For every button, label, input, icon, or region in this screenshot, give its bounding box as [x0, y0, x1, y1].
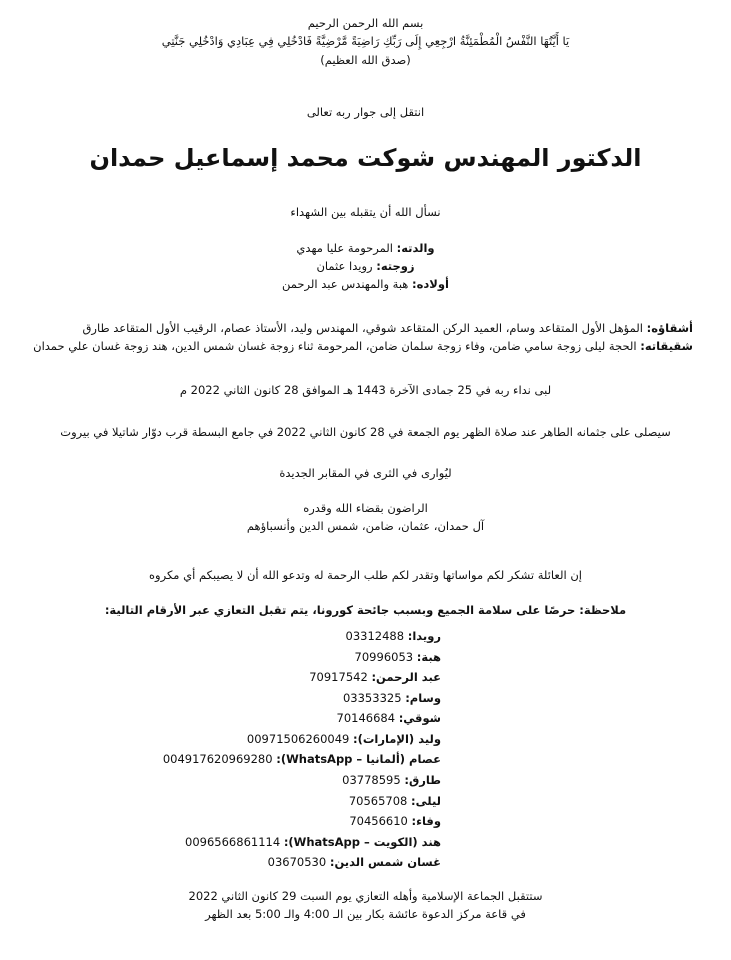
brothers-label: أشقاؤه: — [646, 321, 693, 335]
funeral-notice: سيصلى على جثمانه الطاهر عند صلاة الظهر يوم الجمعة في 28 كانون الثاني 2022 في جامع البسطة قرب دوّار شاتيلا في بيروت — [60, 425, 671, 439]
deceased-name: الدكتور المهندس شوكت محمد إسماعيل حمدان — [89, 144, 642, 172]
basmala: بسم الله الرحمن الرحيم — [307, 16, 424, 30]
relatives-section — [30, 320, 693, 356]
verse-closing: (صدق الله العظيم) — [320, 52, 411, 67]
contact-item — [0, 667, 441, 688]
contacts-list — [0, 626, 441, 873]
contact-number: 03353325 — [342, 690, 402, 705]
sisters-names: الحجة ليلى زوجة سامي ضامن، وفاء زوجة سلمان ضامن، المرحومة ثناء زوجة غسان شمس الدين، هند زوجة غسان علي حمدان — [33, 338, 637, 353]
contact-number: 03778595 — [342, 773, 401, 788]
brothers-names: المؤهل الأول المتقاعد وسام، العميد الركن المتقاعد شوقي، المهندس وليد، الأستاذ عصام، الرقيب الأول المتقاعد طارق — [82, 321, 643, 335]
children-names: هبة والمهندس عبد الرحمن — [282, 276, 409, 291]
contact-number: 0096566861114 — [185, 834, 281, 849]
contact-label: هند (الكويت – WhatsApp): — [283, 834, 441, 849]
family-section — [0, 240, 731, 293]
contact-item — [0, 811, 441, 832]
opening-section — [0, 14, 731, 69]
contact-label: وسام: — [405, 690, 441, 705]
condolence-section — [0, 888, 731, 924]
condolence-line-1: ستتقبل الجماعة الإسلامية وأهله التعازي يوم السبت 29 كانون الثاني 2022 — [188, 889, 543, 903]
contact-item — [0, 688, 441, 709]
mother-label: والدته: — [396, 241, 435, 255]
contact-label: ليلى: — [411, 793, 441, 808]
contact-number: 70456610 — [349, 814, 408, 829]
contact-label: عبد الرحمن: — [371, 670, 441, 685]
wife-label: زوجته: — [376, 258, 415, 273]
children-label: أولاده: — [412, 276, 449, 291]
contact-number: 70146684 — [336, 711, 396, 726]
burial-notice: ليُوارى في الثرى في المقابر الجديدة — [279, 466, 452, 480]
mourners-line-1: الراضون بقضاء الله وقدره — [303, 501, 428, 515]
contact-label: غسان شمس الدين: — [329, 855, 441, 870]
children-line — [0, 276, 731, 294]
contact-label: شوقي: — [398, 711, 441, 726]
condolence-line-2: في قاعة مركز الدعوة عائشة بكار بين الـ 4:00 والـ 5:00 بعد الظهر — [205, 906, 526, 921]
mourners-section — [0, 500, 731, 536]
contact-label: هبة: — [416, 649, 441, 664]
contact-label: طارق: — [404, 773, 441, 788]
contact-label: وفاء: — [411, 814, 441, 829]
mother-line — [0, 240, 731, 258]
contact-item — [0, 832, 441, 853]
mother-name: المرحومة عليا مهدي — [296, 241, 393, 255]
contact-number: 03670530 — [267, 855, 327, 870]
contact-number: 70917542 — [309, 670, 368, 685]
contact-item — [0, 729, 441, 750]
sisters-line — [30, 338, 693, 356]
contact-number: 70996053 — [354, 649, 414, 664]
contact-item — [0, 647, 441, 668]
death-notice: لبى نداء ربه في 25 جمادى الآخرة 1443 هـ الموافق 28 كانون الثاني 2022 م — [179, 383, 552, 397]
announcement: انتقل إلى جوار ربه تعالى — [306, 105, 425, 119]
contact-label: وليد (الإمارات): — [353, 731, 441, 746]
wife-line — [0, 258, 731, 276]
sisters-label: شقيقاته: — [640, 338, 693, 353]
quran-verse: يَا أَيَّتُهَا النَّفْسُ الْمُطْمَئِنَّةُ ارْجِعِي إِلَى رَبِّكِ رَاضِيَةً مَّرْضِيَّةً فَادْخُلِي فِي عِبَادِي وَادْخُلِي جَنَّتِي — [161, 34, 570, 49]
contact-item — [0, 852, 441, 873]
contact-item — [0, 708, 441, 729]
mourners-families: آل حمدان، عثمان، ضامن، شمس الدين وأنسباؤهم — [246, 518, 485, 533]
thanks-line: إن العائلة تشكر لكم مواساتها وتقدر لكم طلب الرحمة له وتدعو الله أن لا يصيبكم أي مكروه — [149, 568, 582, 582]
contact-number: 004917620969280 — [162, 752, 273, 767]
contact-item — [0, 626, 441, 647]
contact-item — [0, 770, 441, 791]
contact-number: 03312488 — [345, 629, 405, 643]
contact-number: 00971506260049 — [246, 731, 350, 746]
contact-item — [0, 791, 441, 812]
contact-label: عصام (ألمانيا – WhatsApp): — [276, 752, 441, 767]
corona-note: ملاحظة: حرصًا على سلامة الجميع وبسبب جائحة كورونا، يتم تقبل التعازي عبر الأرقام التالية: — [104, 603, 627, 617]
prayer-line: نسأل الله أن يتقبله بين الشهداء — [290, 205, 441, 219]
contact-number: 70565708 — [348, 793, 408, 808]
brothers-line — [30, 320, 693, 338]
contact-item — [0, 749, 441, 770]
wife-name: رويدا عثمان — [316, 258, 373, 273]
contact-label: رويدا: — [407, 629, 441, 643]
